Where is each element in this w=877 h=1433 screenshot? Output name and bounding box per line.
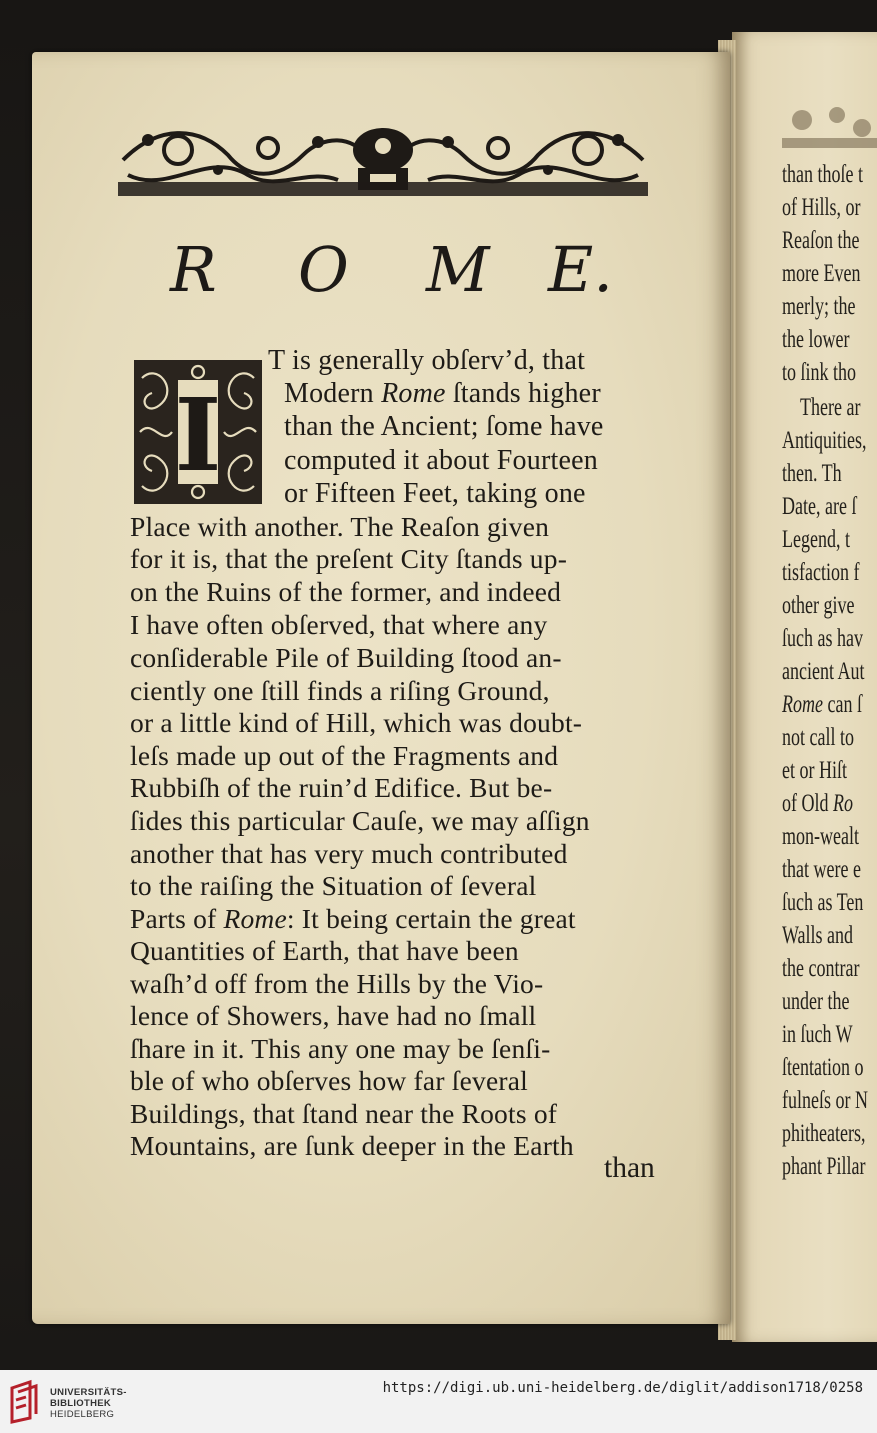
right-text-line: Rome can ſ [782,691,862,718]
right-text-line: et or Hiſt [782,757,847,784]
title-letter: M [426,233,490,306]
right-text-line: ſuch as hav [782,625,863,652]
chapter-title [170,230,640,310]
university-library-logo-icon[interactable] [8,1378,42,1424]
text-line: to the raiſing the Situation of ſeveral [130,870,537,901]
title-letter: E. [548,233,613,306]
text-line: conſiderable Pile of Building ſtood an- [130,642,562,673]
viewer-footer [0,1370,877,1433]
catchword: than [604,1152,655,1184]
text-line: Modern Rome ſtands higher [284,378,601,409]
right-text-line: ſtentation o [782,1054,864,1081]
right-text-line: Reaſon the [782,227,860,254]
text-line: ſides this particular Cauſe, we may aſſign [130,805,590,836]
right-text-line: the lower [782,326,850,353]
text-line: I have often obſerved, that where any [130,609,548,640]
headpiece-ornament-fragment [782,100,877,152]
text-line: ble of who obſerves how far ſeveral [130,1065,528,1096]
text-line: another that has very much contributed [130,838,568,869]
right-text-line: ancient Aut [782,658,865,685]
right-text-line: fulneſs or N [782,1087,868,1114]
drop-cap-ornament [132,358,264,506]
logo-text-line: HEIDELBERG [50,1409,115,1420]
text-line: than the Ancient; ſome have [284,411,604,442]
logo-text-line: BIBLIOTHEK [50,1398,112,1409]
right-text-line: merly; the [782,293,856,320]
right-text-line: ſuch as Ten [782,889,864,916]
text-line: Place with another. The Reaſon given [130,511,550,542]
text-line: waſh’d off from the Hills by the Vio- [130,968,544,999]
text-line: Buildings, that ſtand near the Roots of [130,1098,558,1129]
right-text-line: to ſink tho [782,359,857,386]
right-text-line: that were e [782,856,861,883]
text-line: lence of Showers, have had no ſmall [130,1000,537,1031]
text-line: Rubbiſh of the ruin’d Edifice. But be- [130,772,553,803]
drop-cap-letter: I [174,376,222,494]
text-line: or a little kind of Hill, which was doubt- [130,707,583,738]
right-text-line: phant Pillar [782,1153,866,1180]
text-line: on the Ruins of the former, and indeed [130,576,562,607]
text-line: leſs made up out of the Fragments and [130,740,559,771]
permalink-url[interactable]: https://digi.ub.uni-heidelberg.de/diglit/addison1718/0258 [382,1380,863,1396]
right-text-line: the contrar [782,955,860,982]
right-text-line: tisfaction f [782,559,860,586]
right-text-line: under the [782,988,850,1015]
text-line: ciently one ſtill finds a riſing Ground, [130,675,550,706]
right-text-line: not call to [782,724,854,751]
text-line: computed it about Fourteen [284,445,598,476]
text-line: Mountains, are ſunk deeper in the Earth [130,1130,574,1161]
text-line: T is generally obſerv’d, that [268,345,586,376]
right-text-line: than thoſe t [782,161,863,188]
logo-text-line: UNIVERSITÄTS- [50,1387,127,1398]
right-text-line: then. Th [782,460,842,487]
text-line: ſhare in it. This any one may be ſenſi- [130,1033,551,1064]
right-text-line: of Old Ro [782,790,853,817]
right-text-line: There ar [800,394,861,421]
right-text-line: of Hills, or [782,194,861,221]
right-text-line: Walls and [782,922,854,949]
right-text-line: Antiquities, [782,427,867,454]
title-letter: R [170,233,217,306]
text-line: Quantities of Earth, that have been [130,935,519,966]
right-text-line: Date, are ſ [782,493,857,520]
right-text-line: mon-wealt [782,823,859,850]
text-line: for it is, that the preſent City ſtands up- [130,543,568,574]
right-text-line: phitheaters, [782,1120,866,1147]
text-line: or Fifteen Feet, taking one [284,478,586,509]
right-text-line: in ſuch W [782,1021,853,1048]
right-text-line: more Even [782,260,861,287]
text-line: Parts of Rome: It being certain the great [130,903,576,934]
title-letter: O [298,233,349,306]
right-text-line: other give [782,592,855,619]
right-text-line: Legend, t [782,526,850,553]
headpiece-ornament [118,120,648,198]
